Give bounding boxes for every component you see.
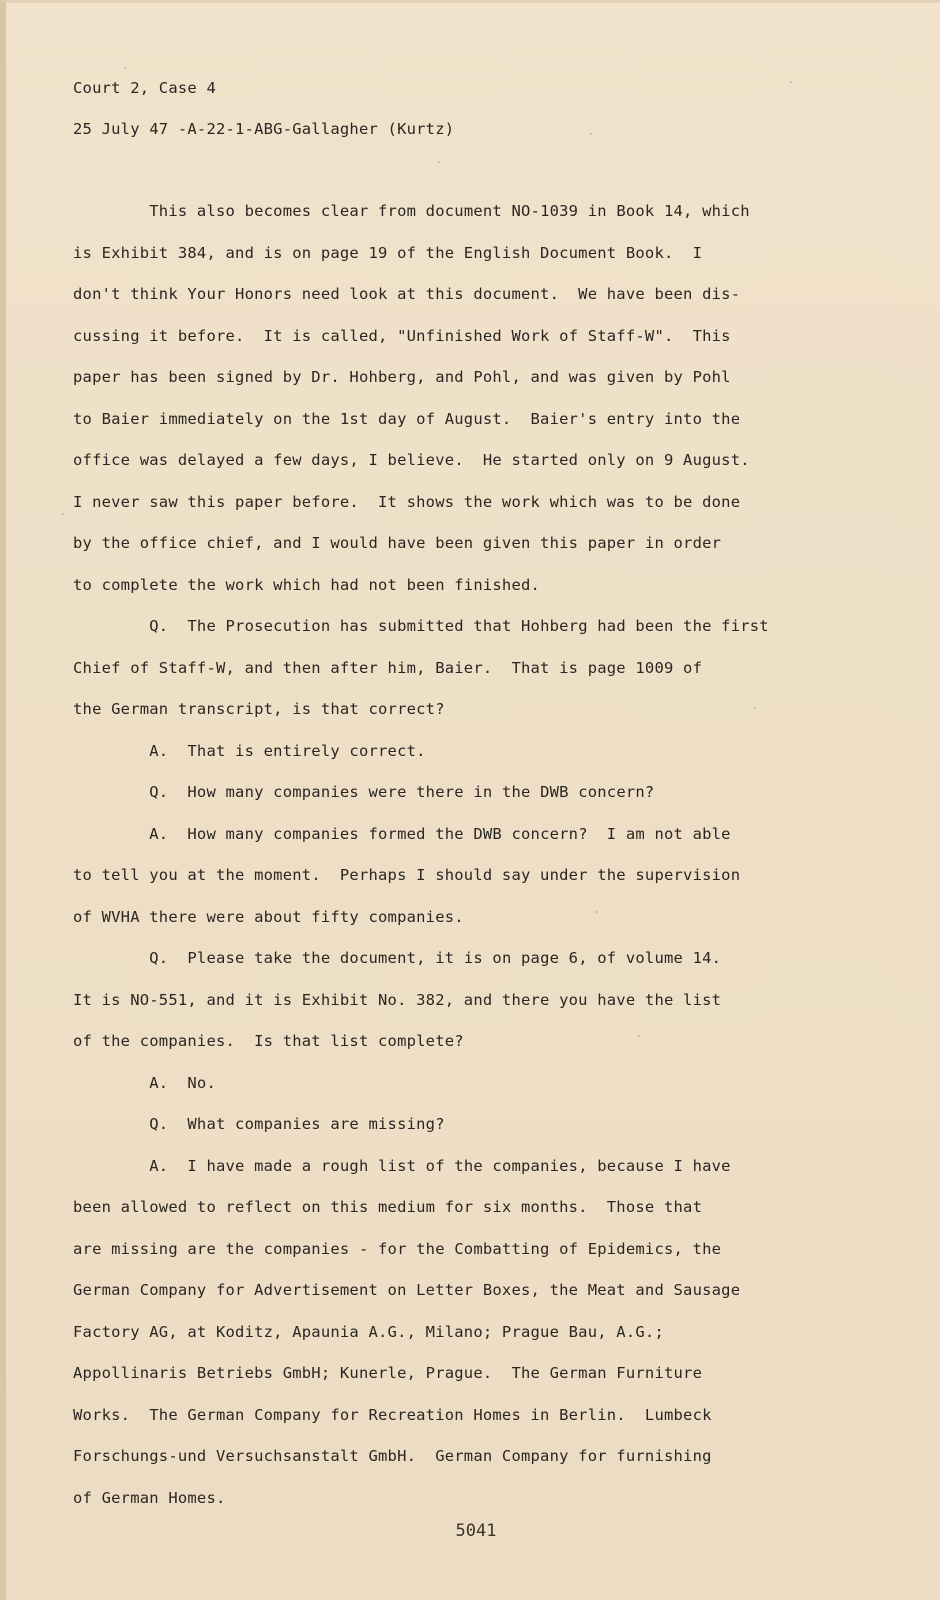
paper-speck — [790, 81, 792, 83]
text-line: don't think Your Honors need look at this document. We have been dis- — [73, 285, 741, 303]
text-line: the German transcript, is that correct? — [73, 700, 445, 718]
text-line: cussing it before. It is called, "Unfinished Work of Staff-W". This — [73, 326, 731, 345]
text-line: office was delayed a few days, I believe. He started only on 9 August. — [73, 451, 750, 469]
text-line: to Baier immediately on the 1st day of August. Baier's entry into the — [73, 409, 741, 428]
text-line: I never saw this paper before. It shows the work which was to be done — [73, 492, 741, 511]
text-line: A. No. — [73, 1073, 216, 1092]
text-line: been allowed to reflect on this medium for six months. Those that — [73, 1198, 703, 1216]
session-header: 25 July 47 -A-22-1-ABG-Gallagher (Kurtz) — [73, 120, 455, 138]
text-line: to tell you at the moment. Perhaps I should say under the supervision — [73, 866, 741, 884]
text-line: This also becomes clear from document NO-1039 in Book 14, which — [73, 202, 750, 220]
text-line: of German Homes. — [73, 1488, 226, 1507]
text-line: Chief of Staff-W, and then after him, Baier. That is page 1009 of — [73, 658, 703, 677]
text-line: A. I have made a rough list of the companies, because I have — [73, 1156, 731, 1175]
paper-speck — [62, 513, 64, 515]
text-line: of the companies. Is that list complete? — [73, 1032, 464, 1050]
text-line: are missing are the companies - for the Combatting of Epidemics, the — [73, 1239, 722, 1258]
case-header: Court 2, Case 4 — [73, 79, 216, 97]
text-line: It is NO-551, and it is Exhibit No. 382, and there you have the list — [73, 990, 722, 1009]
text-line: A. That is entirely correct. — [73, 741, 426, 760]
paper-speck — [124, 67, 126, 69]
text-line: German Company for Advertisement on Letter Boxes, the Meat and Sausage — [73, 1281, 741, 1299]
text-line: Forschungs-und Versuchsanstalt GmbH. German Company for furnishing — [73, 1447, 712, 1465]
text-line: of WVHA there were about fifty companies. — [73, 907, 464, 926]
text-line: Q. Please take the document, it is on page 6, of volume 14. — [73, 949, 722, 967]
paper-speck — [438, 161, 440, 163]
paper-speck — [590, 133, 592, 135]
text-line: Q. How many companies were there in the DWB concern? — [73, 783, 655, 801]
text-line: paper has been signed by Dr. Hohberg, and Pohl, and was given by Pohl — [73, 368, 731, 386]
text-line: Q. The Prosecution has submitted that Hohberg had been the first — [73, 617, 769, 635]
text-line: is Exhibit 384, and is on page 19 of the English Document Book. I — [73, 243, 703, 262]
paper-speck — [754, 707, 756, 709]
text-line: Appollinaris Betriebs GmbH; Kunerle, Prague. The German Furniture — [73, 1364, 703, 1382]
text-line: A. How many companies formed the DWB concern? I am not able — [73, 824, 731, 843]
paper-speck — [638, 1035, 640, 1037]
text-line: Q. What companies are missing? — [73, 1115, 445, 1133]
paper-speck — [596, 911, 598, 913]
page-number: 5041 — [455, 1521, 497, 1541]
transcript-body — [73, 191, 893, 1519]
text-line: to complete the work which had not been finished. — [73, 575, 541, 594]
text-line: Factory AG, at Koditz, Apaunia A.G., Milano; Prague Bau, A.G.; — [73, 1322, 664, 1341]
text-line: Works. The German Company for Recreation Homes in Berlin. Lumbeck — [73, 1405, 712, 1424]
text-line: by the office chief, and I would have been given this paper in order — [73, 534, 722, 552]
